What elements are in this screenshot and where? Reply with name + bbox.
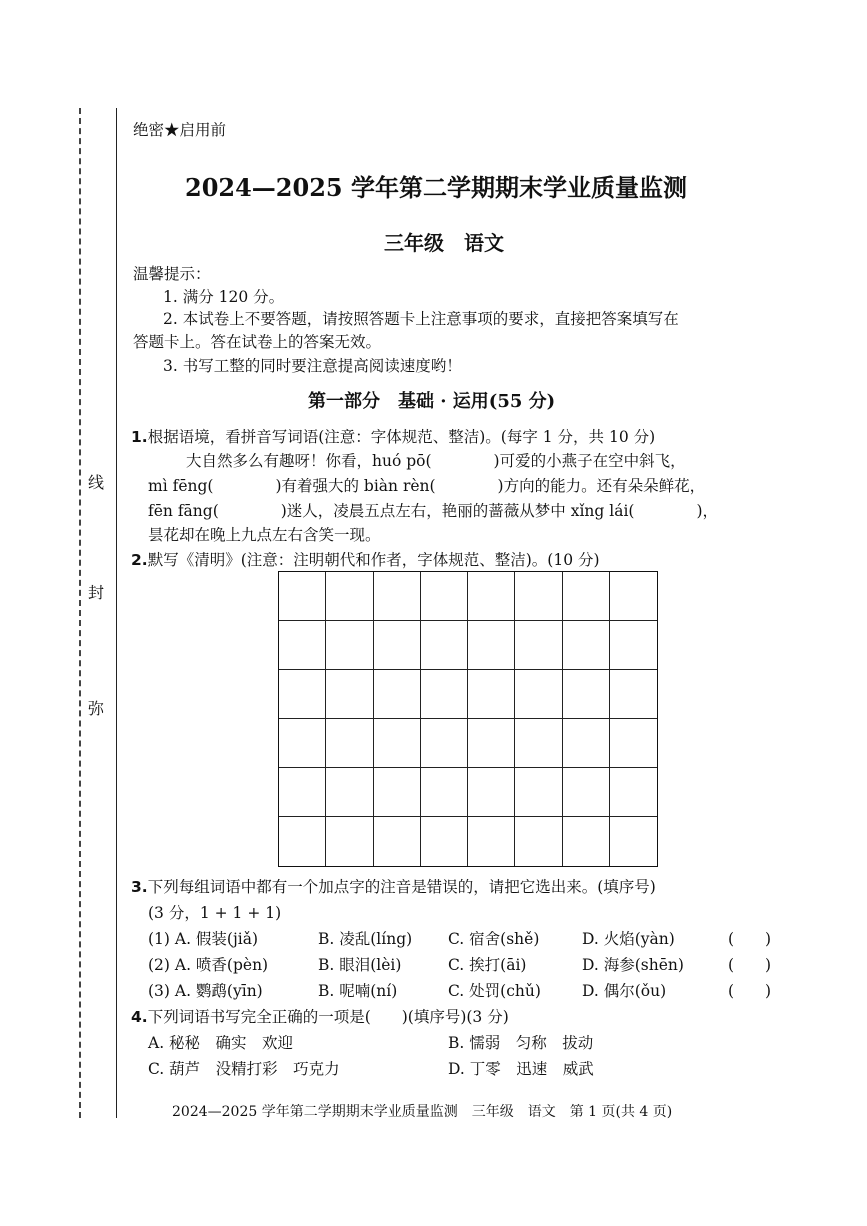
writing-grid[interactable] [278, 571, 658, 867]
tips-heading: 温馨提示： [133, 265, 211, 283]
q4-option-b: B. 懦弱 匀称 拔动 [448, 1034, 594, 1052]
q1-line: fēn fāng( )迷人，凌晨五点左右，艳丽的蔷薇从梦中 xǐng lái( )， [148, 502, 719, 520]
page-footer: 2024—2025 学年第二学期期末学业质量监测 三年级 语文 第 1 页(共 4 页) [172, 1104, 673, 1120]
side-label-xian: 线 [88, 473, 105, 492]
option-b: B. 凌乱(líng) [318, 930, 413, 948]
question-number: 2. [131, 551, 148, 569]
option-d: D. 偶尔(ǒu) [582, 982, 667, 1000]
question-3-score: (3 分，1 + 1 + 1) [148, 904, 282, 922]
q4-option-c: C. 葫芦 没精打彩 巧克力 [148, 1060, 340, 1078]
option-a: (2) A. 喷香(pèn) [148, 956, 269, 974]
question-text: 下列每组词语中都有一个加点字的注音是错误的，请把它选出来。(填序号) [147, 878, 656, 896]
option-b: B. 呢喃(ní) [318, 982, 398, 1000]
margin-solid-line [116, 108, 117, 1118]
page-subtitle: 三年级 语文 [384, 231, 504, 255]
answer-blank[interactable]: ( ) [728, 982, 772, 1000]
option-d: D. 火焰(yàn) [582, 930, 675, 948]
q1-line: mì fēng( )有着强大的 biàn rèn( )方向的能力。还有朵朵鲜花， [148, 477, 706, 495]
q1-line: 昙花却在晚上九点左右含笑一现。 [148, 526, 381, 544]
option-d: D. 海参(shēn) [582, 956, 684, 974]
question-text: 根据语境，看拼音写词语(注意：字体规范、整洁)。(每字 1 分，共 10 分) [147, 428, 656, 446]
q4-option-d: D. 丁零 迅速 威武 [448, 1060, 594, 1078]
confidential-mark: 绝密★启用前 [133, 121, 227, 139]
question-2-stem [131, 548, 600, 570]
section-heading: 第一部分 基础 · 运用(55 分) [308, 391, 556, 412]
option-c: C. 处罚(chǔ) [448, 982, 541, 1000]
option-a: (1) A. 假装(jiǎ) [148, 930, 259, 948]
question-text: 下列词语书写完全正确的一项是( )(填序号)(3 分) [147, 1008, 509, 1026]
option-b: B. 眼泪(lèi) [318, 956, 402, 974]
tip-item: 2. 本试卷上不要答题，请按照答题卡上注意事项的要求，直接把答案填写在 [163, 310, 679, 328]
page-title: 2024—2025 学年第二学期期末学业质量监测 [185, 173, 687, 202]
tip-item: 3. 书写工整的同时要注意提高阅读速度哟！ [163, 357, 462, 375]
option-a: (3) A. 鹦鹉(yīn) [148, 982, 263, 1000]
question-3-stem [131, 875, 656, 897]
q1-line: 大自然多么有趣呀！你看，huó pō( )可爱的小燕子在空中斜飞， [186, 452, 686, 470]
question-number: 4. [131, 1008, 148, 1026]
tip-item: 答题卡上。答在试卷上的答案无效。 [133, 333, 382, 351]
tip-item: 1. 满分 120 分。 [163, 288, 285, 306]
question-1-stem [131, 425, 655, 447]
q4-option-a: A. 秘秘 确实 欢迎 [148, 1034, 294, 1052]
question-text: 默写《清明》(注意：注明朝代和作者，字体规范、整洁)。(10 分) [147, 551, 600, 569]
option-c: C. 宿舍(shě) [448, 930, 540, 948]
binding-dashed-line [79, 108, 81, 1118]
question-number: 3. [131, 878, 148, 896]
side-label-feng: 封 [88, 583, 105, 602]
answer-blank[interactable]: ( ) [728, 956, 772, 974]
question-number: 1. [131, 428, 148, 446]
answer-blank[interactable]: ( ) [728, 930, 772, 948]
question-4-stem [131, 1005, 509, 1027]
side-label-mi: 弥 [88, 699, 105, 718]
option-c: C. 挨打(āi) [448, 956, 527, 974]
